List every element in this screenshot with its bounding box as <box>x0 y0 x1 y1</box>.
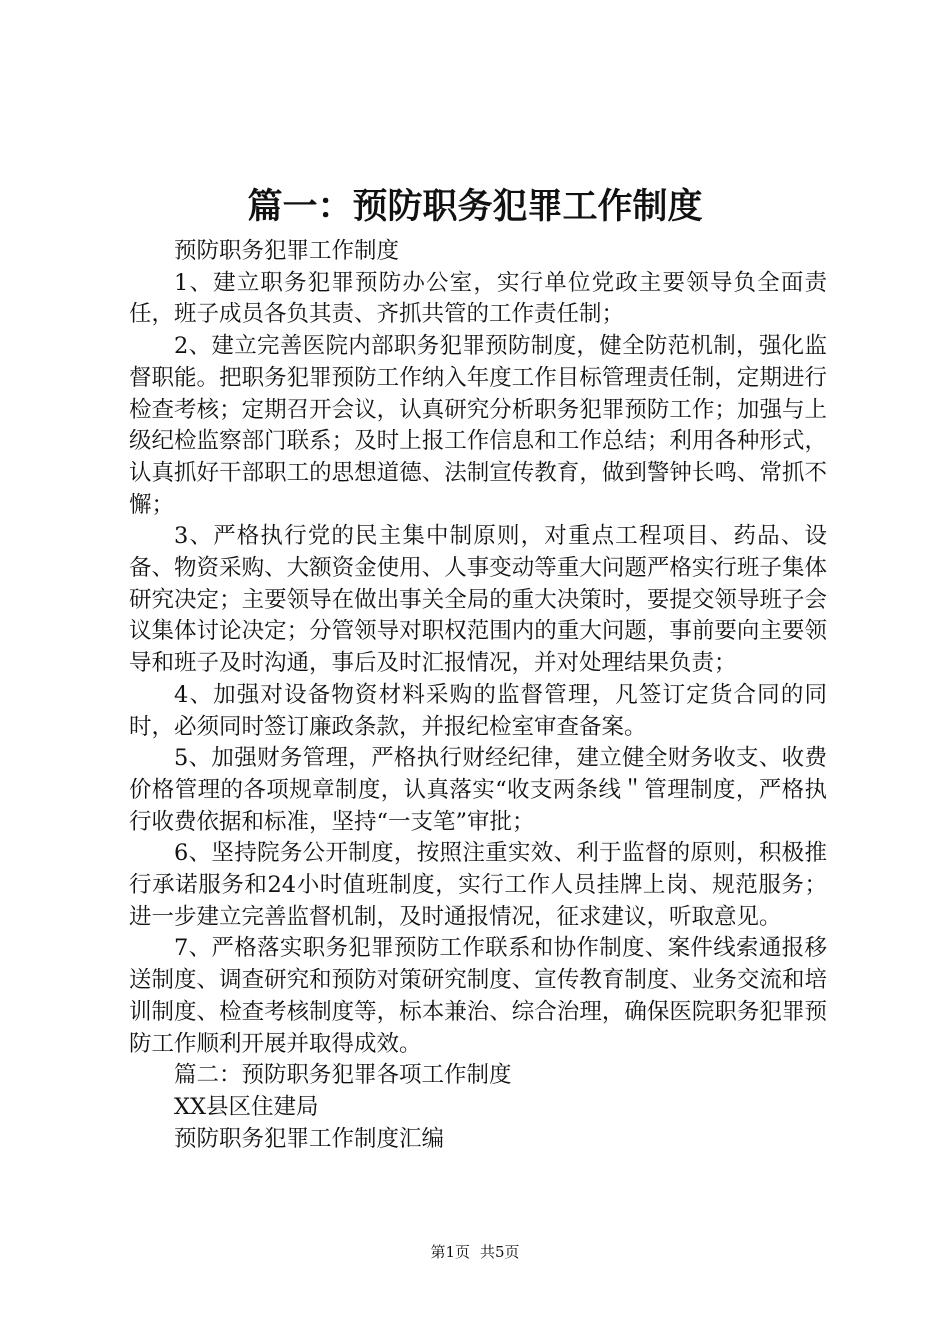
section-two-heading: 篇二：预防职务犯罪各项工作制度 <box>174 1062 512 1089</box>
paragraph-item-2: 2、建立完善医院内部职务犯罪预防制度，健全防范机制，强化监督职能。把职务犯罪预防工作纳入年度工作目标管理责任制，定期进行检查考核；定期召开会议，认真研究分析职务犯罪预防工作；加强与上级纪检监察部门联系；及时上报工作信息和工作总结；利用各种形式，认真抓好干部职工的思想道德、法制宣传教育，做到警钟长鸣、常抓不懈； <box>129 333 827 518</box>
paragraph-item-3: 3、严格执行党的民主集中制原则，对重点工程项目、药品、设备、物资采购、大额资金使用、人事变动等重大问题严格实行班子集体研究决定；主要领导在做出事关全局的重大决策时，要提交领导班子会议集体讨论决定；分管领导对职权范围内的重大问题，事前要向主要领导和班子及时沟通，事后及时汇报情况，并对处理结果负责； <box>129 523 827 677</box>
paragraph-item-4: 4、加强对设备物资材料采购的监督管理，凡签订定货合同的同时，必须同时签订廉政条款，并报纪检室审查备案。 <box>129 681 827 740</box>
organization-name: XX县区住建局 <box>174 1093 319 1120</box>
document-title: 篇一：预防职务犯罪工作制度 <box>247 187 703 227</box>
paragraph-heading: 预防职务犯罪工作制度 <box>174 238 400 264</box>
page-footer <box>0 1242 950 1262</box>
paragraph-item-5: 5、加强财务管理，严格执行财经纪律，建立健全财务收支、收费价格管理的各项规章制度，认真落实“收支两条线＂管理制度，严格执行收费依据和标准，坚持“一支笔”审批； <box>129 745 827 835</box>
page-number-total: 共5页 <box>480 1243 520 1261</box>
page-number-current: 第1页 <box>430 1243 470 1261</box>
paragraph-item-1: 1、建立职务犯罪预防办公室，实行单位党政主要领导负全面责任，班子成员各负其责、齐抓共管的工作责任制； <box>129 269 827 328</box>
document-body <box>129 236 827 1155</box>
paragraph-item-6: 6、坚持院务公开制度，按照注重实效、利于监督的原则，积极推行承诺服务和24小时值班制度，实行工作人员挂牌上岗、规范服务；进一步建立完善监督机制，及时通报情况，征求建议，听取意见。 <box>129 840 827 930</box>
compilation-title: 预防职务犯罪工作制度汇编 <box>174 1125 445 1152</box>
paragraph-item-7: 7、严格落实职务犯罪预防工作联系和协作制度、案件线索通报移送制度、调查研究和预防对策研究制度、宣传教育制度、业务交流和培训制度、检查考核制度等，标本兼治、综合治理，确保医院职务犯罪预防工作顺利开展并取得成效。 <box>129 935 827 1057</box>
